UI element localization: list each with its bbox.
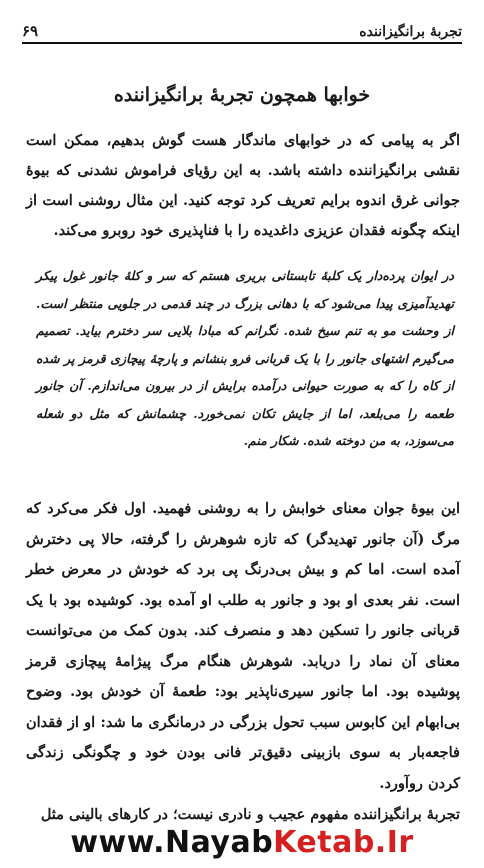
watermark: [0, 825, 484, 860]
page-number: ۶۹: [22, 22, 39, 40]
dream-quote: در ایوان پرده‌دار یک کلبهٔ تابستانی بریری هستم که سر و کلهٔ جانور غول پیکر تهدیدآمیزی پیدا می‌شود که با دهانی بزرگ در چند قدمی در جلویی منتظر است. از وحشت مو به تنم سیخ شده. نگرانم که مبادا بلایی سر دخترم بیاید. تصمیم می‌گیرم اشتهای جانور را با یک قربانی فرو بنشانم و پارچهٔ پیچازی قرمز پر شده از کاه را که به صورت حیوانی درآمده برایش از در بیرون می‌اندازم. آن جانور طعمه را می‌بلعد، اما از جایش تکان نمی‌خورد. چشمانش که مثل دو شعله می‌سوزد، به من دوخته شده. شکار منم.: [36, 268, 454, 448]
running-header: [22, 18, 462, 44]
running-title: تجربهٔ برانگیزاننده: [359, 24, 462, 40]
watermark-part-2: Ketab.Ir: [273, 825, 414, 860]
paragraph-continuation: تجربهٔ برانگیزاننده مفهوم عجیب و نادری نیست؛ در کارهای بالینی مثل: [40, 806, 460, 823]
watermark-part-1: www.Nayab: [70, 825, 274, 860]
paragraph-interpretation: این بیوهٔ جوان معنای خوابش را به روشنی فهمید. اول فکر می‌کرد که مرگ (آن جانور تهدیدگر) که تازه شوهرش را گرفته، حالا پی دخترش آمده است. اما کم و بیش بی‌درنگ پی برد که خودش در معرض خطر است. نفر بعدی او بود و جانور به طلب او آمده بود. کوشیده بود با یک قربانی جانور را تسکین دهد و منصرف کند. بدون کمک من می‌توانست معنای آن نماد را دریابد. شوهرش هنگام مرگ پیژامهٔ پیچازی قرمز پوشیده بود. اما جانور سیری‌ناپذیر بود: طعمهٔ آن خودش بود. وضوح بی‌ابهام این کابوس سبب تحول بزرگی در درمانگری ما شد: او از فقدان فاجعه‌بار به سوی بازبینی دقیق‌تر فانی بودن خود و چگونگی زندگی کردن روآورد.: [26, 500, 460, 792]
paragraph-intro: اگر به پیامی که در خوابهای ماندگار هست گوش بدهیم، ممکن است نقشی برانگیزاننده داشته باشد. به این رؤیای فراموش نشدنی که بیوهٔ جوانی غرق اندوه برایم تعریف کرد توجه کنید. این مثال روشنی است از اینکه چگونه فقدان عزیزی داغدیده را با فناپذیری خود روبرو می‌کند.: [26, 132, 460, 239]
section-title: خوابها همچون تجربهٔ برانگیزاننده: [113, 84, 371, 106]
